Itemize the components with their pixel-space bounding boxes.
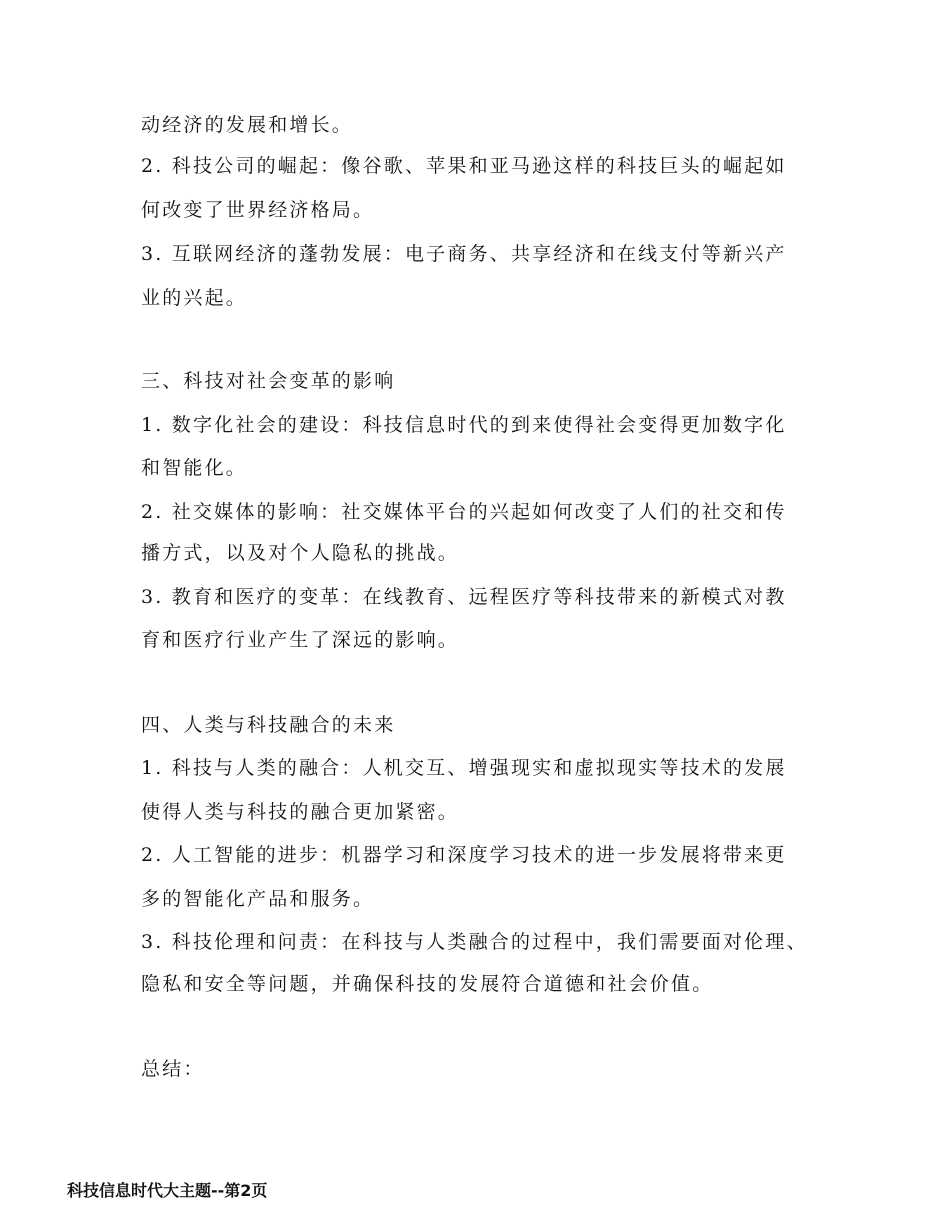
section-heading-4: 四、人类与科技融合的未来 bbox=[141, 714, 396, 736]
list-item-2-line-2: 多的智能化产品和服务。 bbox=[141, 888, 375, 910]
list-item-3-line-2: 隐私和安全等问题，并确保科技的发展符合道德和社会价值。 bbox=[141, 973, 714, 995]
list-item-3-line-1: 3. 互联网经济的蓬勃发展：电子商务、共享经济和在线支付等新兴产 bbox=[141, 243, 787, 265]
list-item-3-line-2: 育和医疗行业产生了深远的影响。 bbox=[141, 629, 460, 651]
list-item-3-line-2: 业的兴起。 bbox=[141, 287, 248, 309]
list-item-2-line-2: 何改变了世界经济格局。 bbox=[141, 199, 375, 221]
list-item-3-line-1: 3. 科技伦理和问责：在科技与人类融合的过程中，我们需要面对伦理、 bbox=[141, 931, 808, 953]
list-item-1-line-1: 1. 科技与人类的融合：人机交互、增强现实和虚拟现实等技术的发展 bbox=[141, 757, 787, 779]
summary-heading: 总结： bbox=[141, 1058, 205, 1080]
list-item-1-line-1: 1. 数字化社会的建设：科技信息时代的到来使得社会变得更加数字化 bbox=[141, 414, 787, 436]
page-footer: 科技信息时代大主题--第2页 bbox=[67, 1181, 268, 1200]
list-item-2-line-1: 2. 社交媒体的影响：社交媒体平台的兴起如何改变了人们的社交和传 bbox=[141, 501, 787, 523]
list-item-1-line-2: 和智能化。 bbox=[141, 457, 248, 479]
section-heading-3: 三、科技对社会变革的影响 bbox=[141, 370, 396, 392]
list-item-2-line-1: 2. 人工智能的进步：机器学习和深度学习技术的进一步发展将带来更 bbox=[141, 844, 787, 866]
list-item-2-line-1: 2. 科技公司的崛起：像谷歌、苹果和亚马逊这样的科技巨头的崛起如 bbox=[141, 155, 787, 177]
list-item-1-line-2: 使得人类与科技的融合更加紧密。 bbox=[141, 801, 460, 823]
list-item-2-line-2: 播方式，以及对个人隐私的挑战。 bbox=[141, 542, 460, 564]
text-line: 动经济的发展和增长。 bbox=[141, 114, 354, 136]
list-item-3-line-1: 3. 教育和医疗的变革：在线教育、远程医疗等科技带来的新模式对教 bbox=[141, 586, 787, 608]
